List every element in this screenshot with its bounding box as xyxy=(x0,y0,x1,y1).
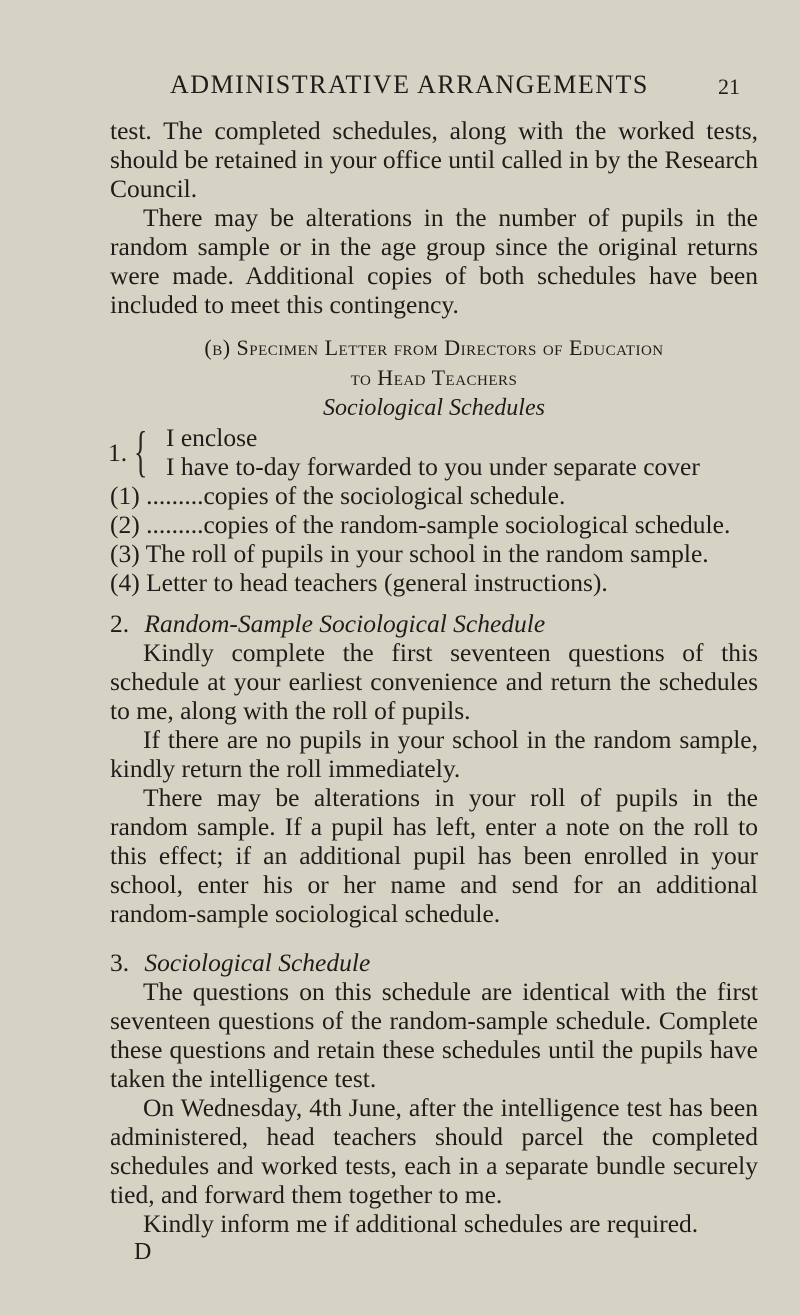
brace-icon: { xyxy=(134,421,148,483)
paragraph: Kindly complete the first seventeen questions of this schedule at your earliest convenience and return the schedules to me, along with the roll of pupils. xyxy=(110,638,758,725)
section-heading xyxy=(110,609,758,638)
section-title: Sociological Schedule xyxy=(144,948,371,977)
signature-mark: D xyxy=(134,1239,152,1265)
paragraph: Kindly inform me if additional schedules are required. xyxy=(143,1209,699,1238)
paragraph: The questions on this schedule are identical with the first seventeen questions of the random-sample schedule. Complete these questions and retain these schedules until the pupils have taken the intelligence test. xyxy=(110,977,758,1093)
page-number: 21 xyxy=(718,74,740,99)
list-item: (2) .........copies of the random-sample sociological schedule. xyxy=(110,510,731,539)
section-number: 3. xyxy=(110,948,130,977)
section-heading xyxy=(110,948,758,977)
list-item: (1) .........copies of the sociological schedule. xyxy=(110,481,566,510)
letter-subheading: Sociological Schedules xyxy=(323,395,545,421)
list-item: (4) Letter to head teachers (general instructions). xyxy=(110,568,608,597)
body-text xyxy=(110,116,758,1267)
paragraph-alterations: There may be alterations in the number of pupils in the random sample or in the age group since the original returns were made. Additional copies of both schedules have been included to meet this contingency. xyxy=(110,203,758,319)
section-number: 2. xyxy=(110,609,130,638)
item-number: 1. xyxy=(108,438,128,467)
paragraph-intro-continued: test. The completed schedules, along with the worked tests, should be retained in your office until called in by the Research Council. xyxy=(110,116,758,203)
list-item: (3) The roll of pupils in your school in the random sample. xyxy=(110,539,709,568)
enclosure-choice xyxy=(110,423,758,481)
paragraph: On Wednesday, 4th June, after the intelligence test has been administered, head teachers should parcel the completed schedules and worked tests, each in a separate bundle securely tied, and forward them together to me. xyxy=(110,1093,758,1209)
page-header xyxy=(170,70,740,110)
running-head: ADMINISTRATIVE ARRANGEMENTS xyxy=(170,70,649,99)
option-enclose: I enclose xyxy=(166,423,258,452)
paragraph: There may be alterations in your roll of pupils in the random sample. If a pupil has left, enter a note on the roll to this effect; if an additional pupil has been enrolled in your school, enter his or her name and send for an additional random-sample sociological schedule. xyxy=(110,783,758,928)
letter-heading-line2: to Head Teachers xyxy=(350,365,518,390)
letter-heading: (b) Specimen Letter from Directors of Education xyxy=(204,335,664,360)
section-title: Random-Sample Sociological Schedule xyxy=(144,609,546,638)
option-forwarded: I have to-day forwarded to you under separate cover xyxy=(166,452,700,481)
paragraph: If there are no pupils in your school in the random sample, kindly return the roll immediately. xyxy=(110,725,758,783)
